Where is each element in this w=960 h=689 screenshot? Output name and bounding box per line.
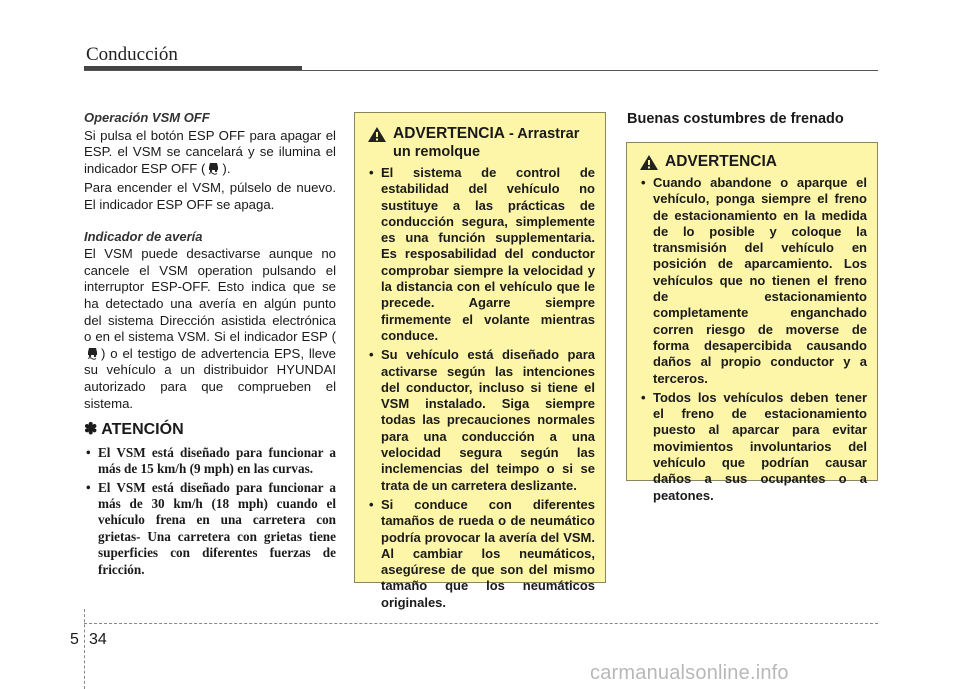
warning-triangle-icon [639,154,659,171]
warning-item: • Cuando abandone o aparque el vehículo, ponga siempre el freno de estacionamiento en la medida de lo posible y coloque la transmisión del vehículo en posición de aparcamiento. Los vehículos que no tienen el freno de estacionamiento completamente enganchado corren riesgo de moverse de forma desapercibida causando daños al propio conductor y a terceros. [639,175,867,387]
vsm-off-heading: Operación VSM OFF [84,110,210,125]
esp-off-indicator-icon [207,162,220,175]
warning-item: • El sistema de control de estabilidad del vehículo no sustituye a las prácticas de conducción segura, simplemente es una función supplementaria. Es resposabilidad del conductor comprobar siempre la velocidad y la distancia con el vehículo que le precede. Agarre siempre firmemente el volante mientras conduce. [367,165,595,344]
vsm-off-paragraph-1: Si pulsa el botón ESP OFF para apagar el ESP. el VSM se cancelará y se ilumina el indicador ESP OFF ( ). [84,127,336,176]
atencion-heading: ✽ ATENCIÓN [84,421,184,439]
averia-paragraph: El VSM puede desactivarse aunque no cancele el VSM operation pulsando el interruptor ESP-OFF. Esto indica que se ha detectado una avería en algún punto del sistema Dirección asistida electrónica o en el sistema VSM. Si el indicador ESP () o el testigo de advertencia EPS, lleve su vehículo a un distribuidor HYUNDAI autorizado para que comprueben el sistema. [84,246,336,411]
warning-header [639,153,867,171]
header-rule-thin [84,70,878,71]
esp-indicator-icon [86,347,99,360]
atencion-item: • El VSM está diseñado para funcionar a más de 30 km/h (18 mph) cuando el vehículo frena en una carretera con grietas- Una carretera con grietas tiene superficies con diferentes fuerzas de fricción. [84,480,336,578]
page-header-title: Conducción [86,44,178,65]
chapter-number: 5 [70,631,79,648]
warning-box-parking [626,142,878,503]
footer-divider [84,609,85,689]
warning-triangle-icon [367,126,387,143]
vsm-off-paragraph-2: Para encender el VSM, púlselo de nuevo. El indicador ESP OFF se apaga. [84,180,336,212]
warning-item: • Todos los vehículos deben tener el freno de estacionamiento puesto al aparcar para evitar movimientos involuntarios del vehículo que podrían causar daños a sus ocupantes o a peatones. [639,390,867,504]
warning-list [367,165,595,611]
warning-title: ADVERTENCIA - Arrastrar un remolque [393,125,580,160]
warning-list [639,175,867,504]
warning-item: • Su vehículo está diseñado para activarse según las intenciones del conductor, incluso si tiene el VSM instalado. Siga siempre todas las precauciones normales para una conducción a una velocidad segura según las inclemencias del teimpo o si se trata de un carretera deslizante. [367,347,595,494]
warning-header [367,125,595,161]
footer-rule [84,623,878,624]
warning-box-towing [354,112,606,610]
warning-item: • Si conduce con diferentes tamaños de rueda o de neumático podría provocar la avería del VSM. Al cambiar los neumáticos, asegúrese de que son del mismo tamaño que los neumáticos originales. [367,497,595,611]
watermark-text: carmanualsonline.info [590,662,789,684]
averia-heading: Indicador de avería [84,228,203,244]
page-number: 34 [89,631,107,648]
column-left [84,110,336,580]
warning-title: ADVERTENCIA [665,153,777,170]
braking-habits-heading: Buenas costumbres de frenado [627,111,844,127]
atencion-item: • El VSM está diseñado para funcionar a más de 15 km/h (9 mph) en las curvas. [84,445,336,478]
atencion-list [84,445,336,578]
